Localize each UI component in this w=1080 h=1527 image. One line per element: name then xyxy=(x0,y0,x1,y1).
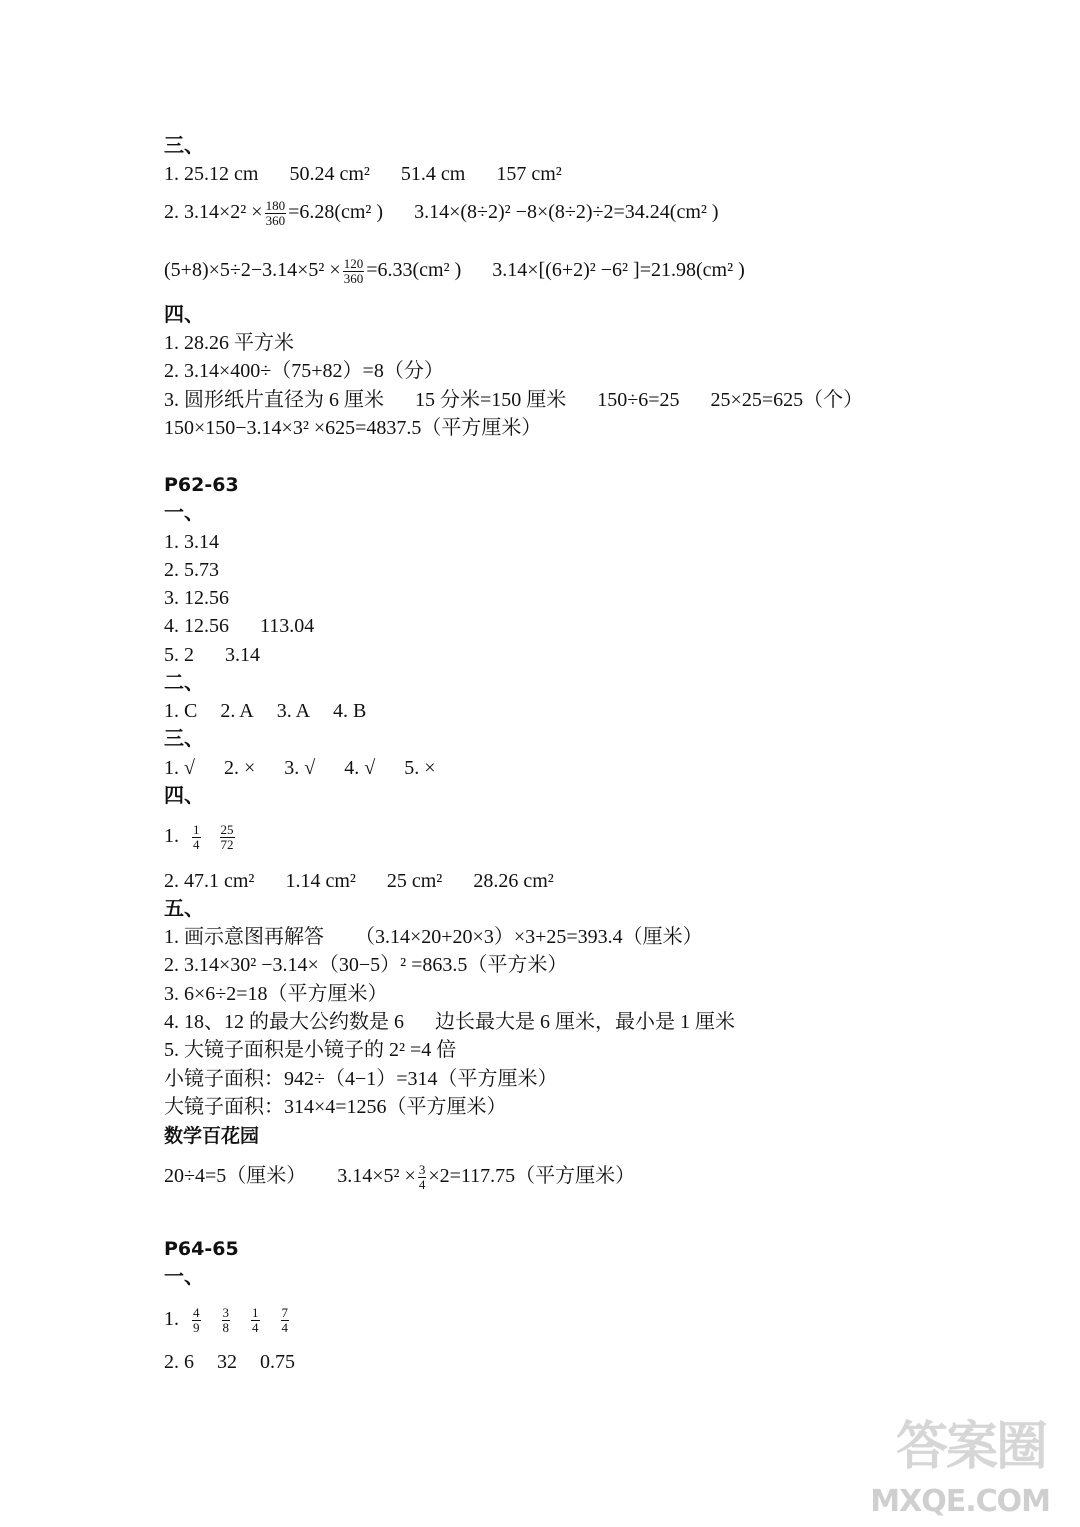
denominator: 9 xyxy=(193,1319,200,1335)
numerator: 4 xyxy=(193,1304,200,1320)
section-heading-1: 一、 xyxy=(164,1266,204,1288)
section-heading-3: 三、 xyxy=(164,728,204,750)
formula-text: =6.33(cm² ) xyxy=(366,259,462,281)
answer-line xyxy=(164,867,554,895)
fraction xyxy=(192,823,201,852)
answer-line xyxy=(164,754,436,782)
answer-item: 4. 18、12 的最大公约数是 6 xyxy=(164,1011,404,1033)
answer-line xyxy=(164,1008,735,1036)
answer-line: 3. 12.56 xyxy=(164,587,229,609)
section-heading-4: 四、 xyxy=(164,304,204,326)
answer-item: 3. √ xyxy=(284,757,316,779)
answer-item: 2. A xyxy=(220,700,254,722)
formula-text: =6.28(cm² ) xyxy=(288,201,384,223)
section-heading-2: 二、 xyxy=(164,672,204,694)
answer-item: 1. 画示意图再解答 xyxy=(164,926,324,948)
denominator: 4 xyxy=(193,836,200,852)
answer-item: 2. 47.1 cm² xyxy=(164,870,255,892)
numerator: 120 xyxy=(343,255,364,271)
section-heading-1: 一、 xyxy=(164,502,204,524)
answer-line: 3. 6×6÷2=18（平方厘米） xyxy=(164,983,388,1005)
answer-item: 28.26 cm² xyxy=(473,870,554,892)
fraction xyxy=(418,1163,427,1192)
answer-line: 2. 3.14×400÷（75+82）=8（分） xyxy=(164,360,444,382)
section-heading-3: 三、 xyxy=(164,135,204,157)
answer-item: 150÷6=25 xyxy=(597,389,680,411)
numerator: 3 xyxy=(418,1161,426,1177)
answer-line: 1. 28.26 平方米 xyxy=(164,332,294,354)
answer-item: 51.4 cm xyxy=(400,163,466,185)
numerator: 1 xyxy=(193,821,200,837)
answer-line xyxy=(164,198,719,228)
section-heading-4: 四、 xyxy=(164,785,204,807)
answer-line: 2. 3.14×30² −3.14×（30−5）² =863.5（平方米） xyxy=(164,954,568,976)
answer-item: 113.04 xyxy=(260,615,315,637)
answer-line xyxy=(164,697,366,725)
answer-item: 边长最大是 6 厘米，最小是 1 厘米 xyxy=(435,1011,735,1033)
denominator: 72 xyxy=(220,836,234,852)
fraction xyxy=(343,257,365,286)
answer-line xyxy=(164,256,745,286)
watermark-logo: 答案圈 xyxy=(895,1417,1046,1477)
answer-item: 25 cm² xyxy=(386,870,443,892)
numerator: 25 xyxy=(220,821,234,837)
answer-item: 2. 6 xyxy=(164,1351,194,1373)
answer-item: 4. 12.56 xyxy=(164,615,229,637)
formula-text: 2. 3.14×2² × xyxy=(164,201,263,223)
section-heading-5: 五、 xyxy=(164,898,204,920)
numerator: 1 xyxy=(252,1304,259,1320)
answer-line: 150×150−3.14×3² ×625=4837.5（平方厘米） xyxy=(164,417,542,439)
answer-item: 20÷4=5（厘米） xyxy=(164,1165,307,1187)
fraction xyxy=(222,1306,231,1335)
answer-line: 大镜子面积：314×4=1256（平方厘米） xyxy=(164,1096,507,1118)
watermark xyxy=(870,1404,1050,1519)
answer-line xyxy=(164,160,562,188)
formula-text: 3.14×(8÷2)² −8×(8÷2)÷2=34.24(cm² ) xyxy=(414,201,719,223)
answer-item: 4. B xyxy=(333,700,367,722)
answer-item: 3.14 xyxy=(225,644,260,666)
fraction xyxy=(220,823,235,852)
numerator: 180 xyxy=(265,197,286,213)
denominator: 4 xyxy=(281,1319,288,1335)
page-range-heading: P64-65 xyxy=(164,1238,239,1260)
answer-item: 0.75 xyxy=(260,1351,295,1373)
answer-item: 3. 圆形纸片直径为 6 厘米 xyxy=(164,389,384,411)
answer-line xyxy=(164,612,314,640)
answer-item: 1. √ xyxy=(164,757,195,779)
answer-item: 157 cm² xyxy=(496,163,562,185)
denominator: 360 xyxy=(265,212,286,228)
formula-text: 3.14×5² × xyxy=(337,1165,416,1187)
formula-text: ×2=117.75（平方厘米） xyxy=(428,1165,636,1187)
answer-line: 小镜子面积：942÷（4−1）=314（平方厘米） xyxy=(164,1068,558,1090)
formula-text: 3.14×[(6+2)² −6² ]=21.98(cm² ) xyxy=(492,259,745,281)
answer-item: 5. × xyxy=(404,757,436,779)
fraction xyxy=(281,1306,290,1335)
denominator: 360 xyxy=(343,270,364,286)
page-range-heading: P62-63 xyxy=(164,474,239,496)
numerator: 3 xyxy=(222,1304,229,1320)
answer-item: 1. C xyxy=(164,700,198,722)
answer-line xyxy=(164,641,260,669)
answer-item: 50.24 cm² xyxy=(289,163,370,185)
answer-item: 4. √ xyxy=(344,757,376,779)
math-garden-heading: 数学百花园 xyxy=(164,1125,260,1147)
answer-line xyxy=(164,923,703,951)
answer-item: 5. 2 xyxy=(164,644,194,666)
numerator: 7 xyxy=(281,1304,288,1320)
denominator: 4 xyxy=(418,1176,426,1192)
answer-line xyxy=(164,386,863,414)
answer-line xyxy=(164,822,237,852)
answer-item: 25×25=625（个） xyxy=(710,389,864,411)
answer-item: （3.14×20+20×3）×3+25=393.4（厘米） xyxy=(355,926,703,948)
answer-item: 2. × xyxy=(223,757,256,779)
answer-line xyxy=(164,1348,295,1376)
formula-text: (5+8)×5÷2−3.14×5² × xyxy=(164,259,341,281)
denominator: 4 xyxy=(252,1319,259,1335)
answer-item: 32 xyxy=(217,1351,237,1373)
watermark-url: MXQE.COM xyxy=(870,1484,1050,1519)
answer-item: 3. A xyxy=(276,700,311,722)
answer-line: 5. 大镜子面积是小镜子的 2² =4 倍 xyxy=(164,1039,457,1061)
answer-line xyxy=(164,1305,291,1335)
answer-item: 1.14 cm² xyxy=(285,870,356,892)
answer-line: 2. 5.73 xyxy=(164,559,219,581)
answer-line xyxy=(164,1162,635,1192)
fraction xyxy=(265,199,287,228)
answer-item: 15 分米=150 厘米 xyxy=(415,389,567,411)
fraction xyxy=(192,1306,201,1335)
answer-item: 1. xyxy=(164,1308,179,1330)
answer-line: 1. 3.14 xyxy=(164,531,219,553)
answer-item: 1. 25.12 cm xyxy=(164,163,259,185)
fraction xyxy=(251,1306,260,1335)
answer-item: 1. xyxy=(164,825,179,847)
denominator: 8 xyxy=(222,1319,229,1335)
